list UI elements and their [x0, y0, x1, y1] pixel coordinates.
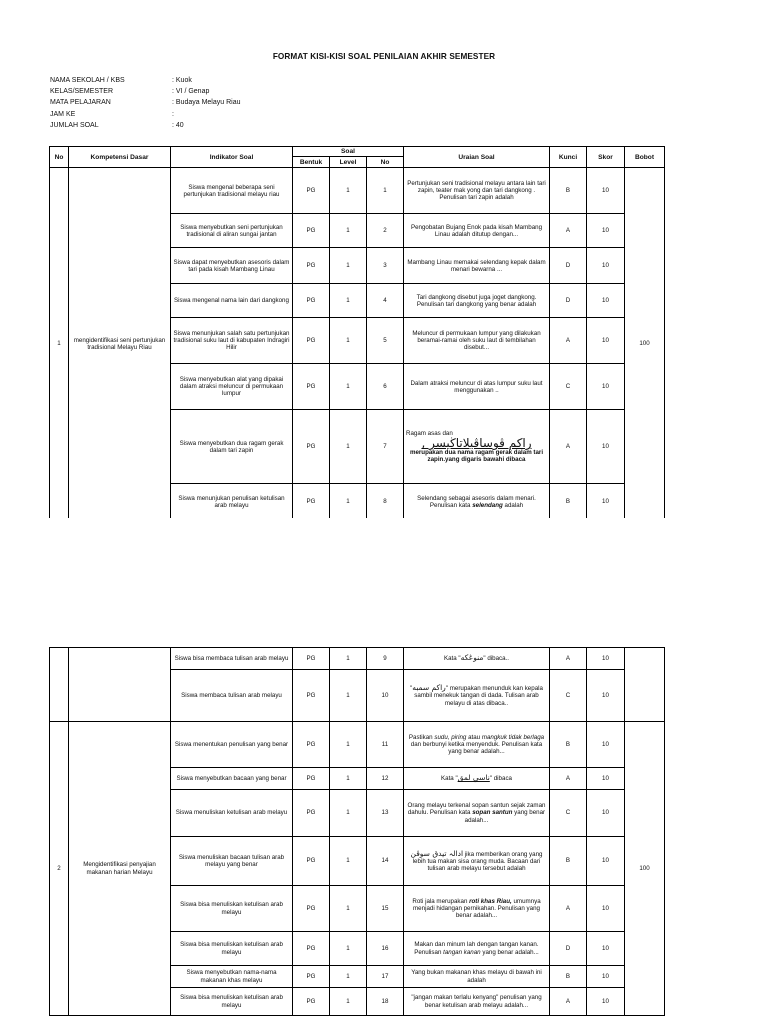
header-level: Level — [330, 157, 367, 168]
level-cell: 1 — [330, 932, 367, 966]
skor-cell: 10 — [587, 284, 625, 318]
uraian-text: umumnya menjadi hidangan pernikahan. Penulisan yang benar adalah... — [413, 897, 541, 920]
bentuk-cell: PG — [293, 966, 330, 988]
kunci-cell: D — [550, 248, 587, 284]
group-number-continued — [50, 648, 69, 722]
kunci-cell: B — [550, 484, 587, 520]
uraian-text: yang benar adalah... — [480, 948, 539, 956]
uraian-text: Roti jala merupakan — [412, 897, 470, 905]
jawi-text: ادالہ تيدق سوڤن — [410, 848, 464, 858]
kunci-cell: D — [550, 284, 587, 318]
skor-cell: 10 — [587, 364, 625, 410]
uraian-text: Makan dan minum lah dengan tangan kanan. Penulisan — [414, 941, 539, 956]
indikator-cell: Siswa dapat menyebutkan asesoris dalam tari pada kisah Mambang Linau — [171, 248, 293, 284]
document-title: FORMAT KISI-KISI SOAL PENILAIAN AKHIR SEMESTER — [272, 52, 496, 61]
info-label: JAM KE — [50, 110, 76, 118]
bentuk-cell: PG — [293, 318, 330, 364]
uraian-cell: "jangan makan terlalu kenyang" penulisan yang benar ketulisan arab melayu adalah... — [404, 988, 550, 1016]
level-cell: 1 — [330, 214, 367, 248]
bentuk-cell: PG — [293, 284, 330, 318]
uraian-cell — [404, 722, 550, 768]
kunci-cell: B — [550, 966, 587, 988]
soal-number-cell: 13 — [367, 790, 404, 837]
header-no-soal: No — [367, 157, 404, 168]
soal-number-cell: 2 — [367, 214, 404, 248]
uraian-text: yang benar adalah... — [464, 809, 546, 824]
uraian-cell — [404, 410, 550, 484]
page-break-cut — [0, 518, 768, 520]
uraian-text: " merupakan menunduk kan kepala sambil menekuk tangan di dada. Tulisan arab melayu di atas dibaca.. — [414, 685, 543, 707]
soal-number-cell: 9 — [367, 648, 404, 670]
kunci-cell: B — [550, 168, 587, 214]
indikator-cell: Siswa menuliskan ketulisan arab melayu — [171, 790, 293, 837]
bentuk-cell: PG — [293, 248, 330, 284]
indikator-cell: Siswa menyebutkan dua ragam gerak dalam tari zapin — [171, 410, 293, 484]
jawi-text: ناسي لمق — [457, 773, 490, 783]
kunci-cell: A — [550, 988, 587, 1016]
uraian-text: Ragam asas dan — [406, 429, 453, 437]
level-cell: 1 — [330, 837, 367, 886]
kunci-cell: A — [550, 768, 587, 790]
bobot-cell-continued — [625, 648, 665, 722]
indikator-cell: Siswa bisa menuliskan ketulisan arab melayu — [171, 886, 293, 932]
bentuk-cell: PG — [293, 410, 330, 484]
table-row — [50, 722, 665, 768]
header-kompetensi: Kompetensi Dasar — [69, 147, 171, 168]
header-uraian: Uraian Soal — [404, 147, 550, 168]
info-row-kelas — [50, 86, 240, 97]
bentuk-cell: PG — [293, 790, 330, 837]
level-cell: 1 — [330, 722, 367, 768]
bentuk-cell: PG — [293, 484, 330, 520]
soal-number-cell: 3 — [367, 248, 404, 284]
info-label: MATA PELAJARAN — [50, 99, 111, 107]
uraian-cell — [404, 886, 550, 932]
level-cell: 1 — [330, 966, 367, 988]
header-bobot: Bobot — [625, 147, 665, 168]
uraian-text: Kata " — [443, 655, 461, 663]
uraian-text: merupakan dua nama ragam gerak dalam tari zapin.yang digaris bawahi dibaca — [409, 449, 544, 464]
kunci-cell: A — [550, 648, 587, 670]
jawi-text: راكم سمبه — [412, 683, 446, 693]
indikator-cell: Siswa menentukan penulisan yang benar — [171, 722, 293, 768]
skor-cell: 10 — [587, 722, 625, 768]
skor-cell: 10 — [587, 932, 625, 966]
kunci-cell: C — [550, 670, 587, 722]
bentuk-cell: PG — [293, 168, 330, 214]
skor-cell: 10 — [587, 837, 625, 886]
indikator-cell: Siswa menyebutkan alat yang dipakai dalam atraksi meluncur di permukaan lumpur — [171, 364, 293, 410]
skor-cell: 10 — [587, 648, 625, 670]
info-label: KELAS/SEMESTER — [50, 88, 114, 96]
level-cell: 1 — [330, 988, 367, 1016]
uraian-text: atau — [466, 733, 482, 741]
uraian-cell: Pengobatan Bujang Enok pada kisah Mambang Linau adalah ditutup dengan... — [404, 214, 550, 248]
uraian-emphasis: tangan kanan — [443, 948, 481, 956]
soal-number-cell: 16 — [367, 932, 404, 966]
level-cell: 1 — [330, 284, 367, 318]
jawi-text: منوڠكه — [460, 653, 484, 663]
soal-number-cell: 6 — [367, 364, 404, 410]
info-value: : 40 — [172, 121, 184, 129]
uraian-cell: Mambang Linau memakai selendang kepak dalam menari bewarna ... — [404, 248, 550, 284]
kisi-table-page-1 — [49, 146, 665, 520]
info-row-sekolah — [50, 75, 240, 86]
indikator-cell: Siswa membaca tulisan arab melayu — [171, 670, 293, 722]
uraian-cell — [404, 670, 550, 722]
indikator-cell: Siswa menunjukan salah satu pertunjukan tradisional suku laut di kabupaten Indragiri Hilir — [171, 318, 293, 364]
table-row — [50, 168, 665, 214]
kunci-cell: A — [550, 214, 587, 248]
skor-cell: 10 — [587, 988, 625, 1016]
level-cell: 1 — [330, 670, 367, 722]
kunci-cell: B — [550, 722, 587, 768]
kunci-cell: B — [550, 837, 587, 886]
header-no: No — [50, 147, 69, 168]
kunci-cell: C — [550, 790, 587, 837]
indikator-cell: Siswa menuliskan bacaan tulisan arab melayu yang benar — [171, 837, 293, 886]
level-cell: 1 — [330, 648, 367, 670]
skor-cell: 10 — [587, 790, 625, 837]
uraian-cell — [404, 648, 550, 670]
soal-number-cell: 14 — [367, 837, 404, 886]
soal-number-cell: 1 — [367, 168, 404, 214]
kisi-table-page-2 — [49, 647, 665, 1016]
soal-number-cell: 18 — [367, 988, 404, 1016]
indikator-cell: Siswa bisa menuliskan ketulisan arab melayu — [171, 932, 293, 966]
level-cell: 1 — [330, 484, 367, 520]
level-cell: 1 — [330, 768, 367, 790]
level-cell: 1 — [330, 318, 367, 364]
uraian-text: Kata " — [441, 775, 458, 783]
header-skor: Skor — [587, 147, 625, 168]
uraian-text: jika memberikan orang yang lebih tua makan sisa orang muda. Bacaan dari tulisan arab melayu tersebut adalah — [412, 850, 543, 873]
uraian-text: Selendang sebagai asesoris dalam menari. Penulisan kata — [417, 494, 536, 509]
kunci-cell: D — [550, 932, 587, 966]
uraian-text: Pastikan — [408, 733, 435, 741]
bobot-cell: 100 — [625, 722, 665, 1016]
indikator-cell: Siswa bisa menuliskan ketulisan arab melayu — [171, 988, 293, 1016]
group-number: 2 — [50, 722, 69, 1016]
page-gap — [0, 521, 768, 645]
soal-number-cell: 12 — [367, 768, 404, 790]
info-value: : — [172, 110, 174, 118]
uraian-emphasis: roti khas Riau, — [469, 897, 512, 905]
bentuk-cell: PG — [293, 214, 330, 248]
indikator-cell: Siswa menyebutkan nama-nama makanan khas melayu — [171, 966, 293, 988]
bentuk-cell: PG — [293, 768, 330, 790]
info-label: JUMLAH SOAL — [50, 121, 99, 129]
soal-number-cell: 7 — [367, 410, 404, 484]
bentuk-cell: PG — [293, 670, 330, 722]
uraian-cell — [404, 768, 550, 790]
soal-number-cell: 5 — [367, 318, 404, 364]
uraian-text: dan berbunyi ketika menyenduk. Penulisan kata yang benar adalah... — [410, 740, 543, 756]
header-kunci: Kunci — [550, 147, 587, 168]
indikator-cell: Siswa bisa membaca tulisan arab melayu — [171, 648, 293, 670]
uraian-cell — [404, 790, 550, 837]
bentuk-cell: PG — [293, 837, 330, 886]
soal-number-cell: 11 — [367, 722, 404, 768]
skor-cell: 10 — [587, 768, 625, 790]
kompetensi-dasar: Mengidentifikasi penyajian makanan harian Melayu — [69, 722, 171, 1016]
indikator-cell: Siswa mengenal beberapa seni pertunjukan tradisional melayu riau — [171, 168, 293, 214]
info-value: : VI / Genap — [172, 88, 210, 96]
uraian-text: " dibaca.. — [483, 655, 510, 663]
uraian-cell: Meluncur di permukaan lumpur yang dilakukan beramai-ramai oleh suku laut di tembilahan disebut... — [404, 318, 550, 364]
skor-cell: 10 — [587, 886, 625, 932]
header-soal: Soal — [293, 147, 404, 157]
bentuk-cell: PG — [293, 886, 330, 932]
level-cell: 1 — [330, 168, 367, 214]
level-cell: 1 — [330, 364, 367, 410]
kompetensi-dasar: mengidentifikasi seni pertunjukan tradisional Melayu Riau — [69, 168, 171, 520]
info-row-jam — [50, 109, 240, 120]
identity-block — [50, 75, 240, 131]
uraian-cell — [404, 932, 550, 966]
info-row-jumlah — [50, 120, 240, 131]
indikator-cell: Siswa menyebutkan bacaan yang benar — [171, 768, 293, 790]
uraian-cell: Pertunjukan seni tradisional melayu antara lain tari zapin, teater mak yong dan tari dangkong . Penulisan tari zapin adalah — [404, 168, 550, 214]
level-cell: 1 — [330, 410, 367, 484]
soal-number-cell: 10 — [367, 670, 404, 722]
kunci-cell: A — [550, 318, 587, 364]
uraian-emphasis: selendang — [472, 501, 503, 509]
soal-number-cell: 4 — [367, 284, 404, 318]
uraian-text: adalah — [502, 501, 524, 509]
jawi-text: راكم ڤوساڤيلاتاڬيسر , — [421, 436, 532, 451]
bentuk-cell: PG — [293, 722, 330, 768]
indikator-cell: Siswa menunjukan penulisan ketulisan arab melayu — [171, 484, 293, 520]
uraian-emphasis: sopan santun — [472, 809, 513, 817]
soal-number-cell: 15 — [367, 886, 404, 932]
soal-number-cell: 17 — [367, 966, 404, 988]
uraian-emphasis: sudu, piring — [434, 733, 467, 741]
kunci-cell: C — [550, 364, 587, 410]
bentuk-cell: PG — [293, 648, 330, 670]
info-value: : Kuok — [172, 77, 192, 84]
uraian-cell — [404, 484, 550, 520]
uraian-cell: Yang bukan makanan khas melayu di bawah ini adalah — [404, 966, 550, 988]
skor-cell: 10 — [587, 318, 625, 364]
level-cell: 1 — [330, 886, 367, 932]
skor-cell: 10 — [587, 484, 625, 520]
skor-cell: 10 — [587, 410, 625, 484]
group-number: 1 — [50, 168, 69, 520]
soal-number-cell: 8 — [367, 484, 404, 520]
skor-cell: 10 — [587, 670, 625, 722]
uraian-text: Orang melayu terkenal sopan santun sejak zaman dahulu. Penulisan kata — [407, 802, 546, 817]
uraian-cell: Tari dangkong disebut juga joget dangkong. Penulisan tari dangkong yang benar adalah — [404, 284, 550, 318]
kompetensi-dasar-continued — [69, 648, 171, 722]
level-cell: 1 — [330, 790, 367, 837]
skor-cell: 10 — [587, 214, 625, 248]
uraian-emphasis: mangkuk tidak berlaga — [481, 733, 545, 741]
level-cell: 1 — [330, 248, 367, 284]
header-indikator: Indikator Soal — [171, 147, 293, 168]
bobot-cell: 100 — [625, 168, 665, 520]
table-row — [50, 648, 665, 670]
uraian-text: " dibaca — [489, 775, 512, 783]
indikator-cell: Siswa mengenal nama lain dari dangkong — [171, 284, 293, 318]
info-value: : Budaya Melayu Riau — [172, 99, 241, 107]
bentuk-cell: PG — [293, 988, 330, 1016]
skor-cell: 10 — [587, 966, 625, 988]
skor-cell: 10 — [587, 168, 625, 214]
header-row — [50, 147, 665, 157]
kunci-cell: A — [550, 410, 587, 484]
bentuk-cell: PG — [293, 364, 330, 410]
skor-cell: 10 — [587, 248, 625, 284]
uraian-cell: Dalam atraksi meluncur di atas lumpur suku laut menggunakan .. — [404, 364, 550, 410]
info-label: NAMA SEKOLAH / KBS — [50, 77, 125, 84]
indikator-cell: Siswa menyebutkan seni pertunjukan tradisional di aliran sungai jantan — [171, 214, 293, 248]
header-bentuk: Bentuk — [293, 157, 330, 168]
info-row-mapel — [50, 97, 240, 108]
uraian-text: " — [410, 685, 413, 693]
kunci-cell: A — [550, 886, 587, 932]
bentuk-cell: PG — [293, 932, 330, 966]
uraian-cell — [404, 837, 550, 886]
